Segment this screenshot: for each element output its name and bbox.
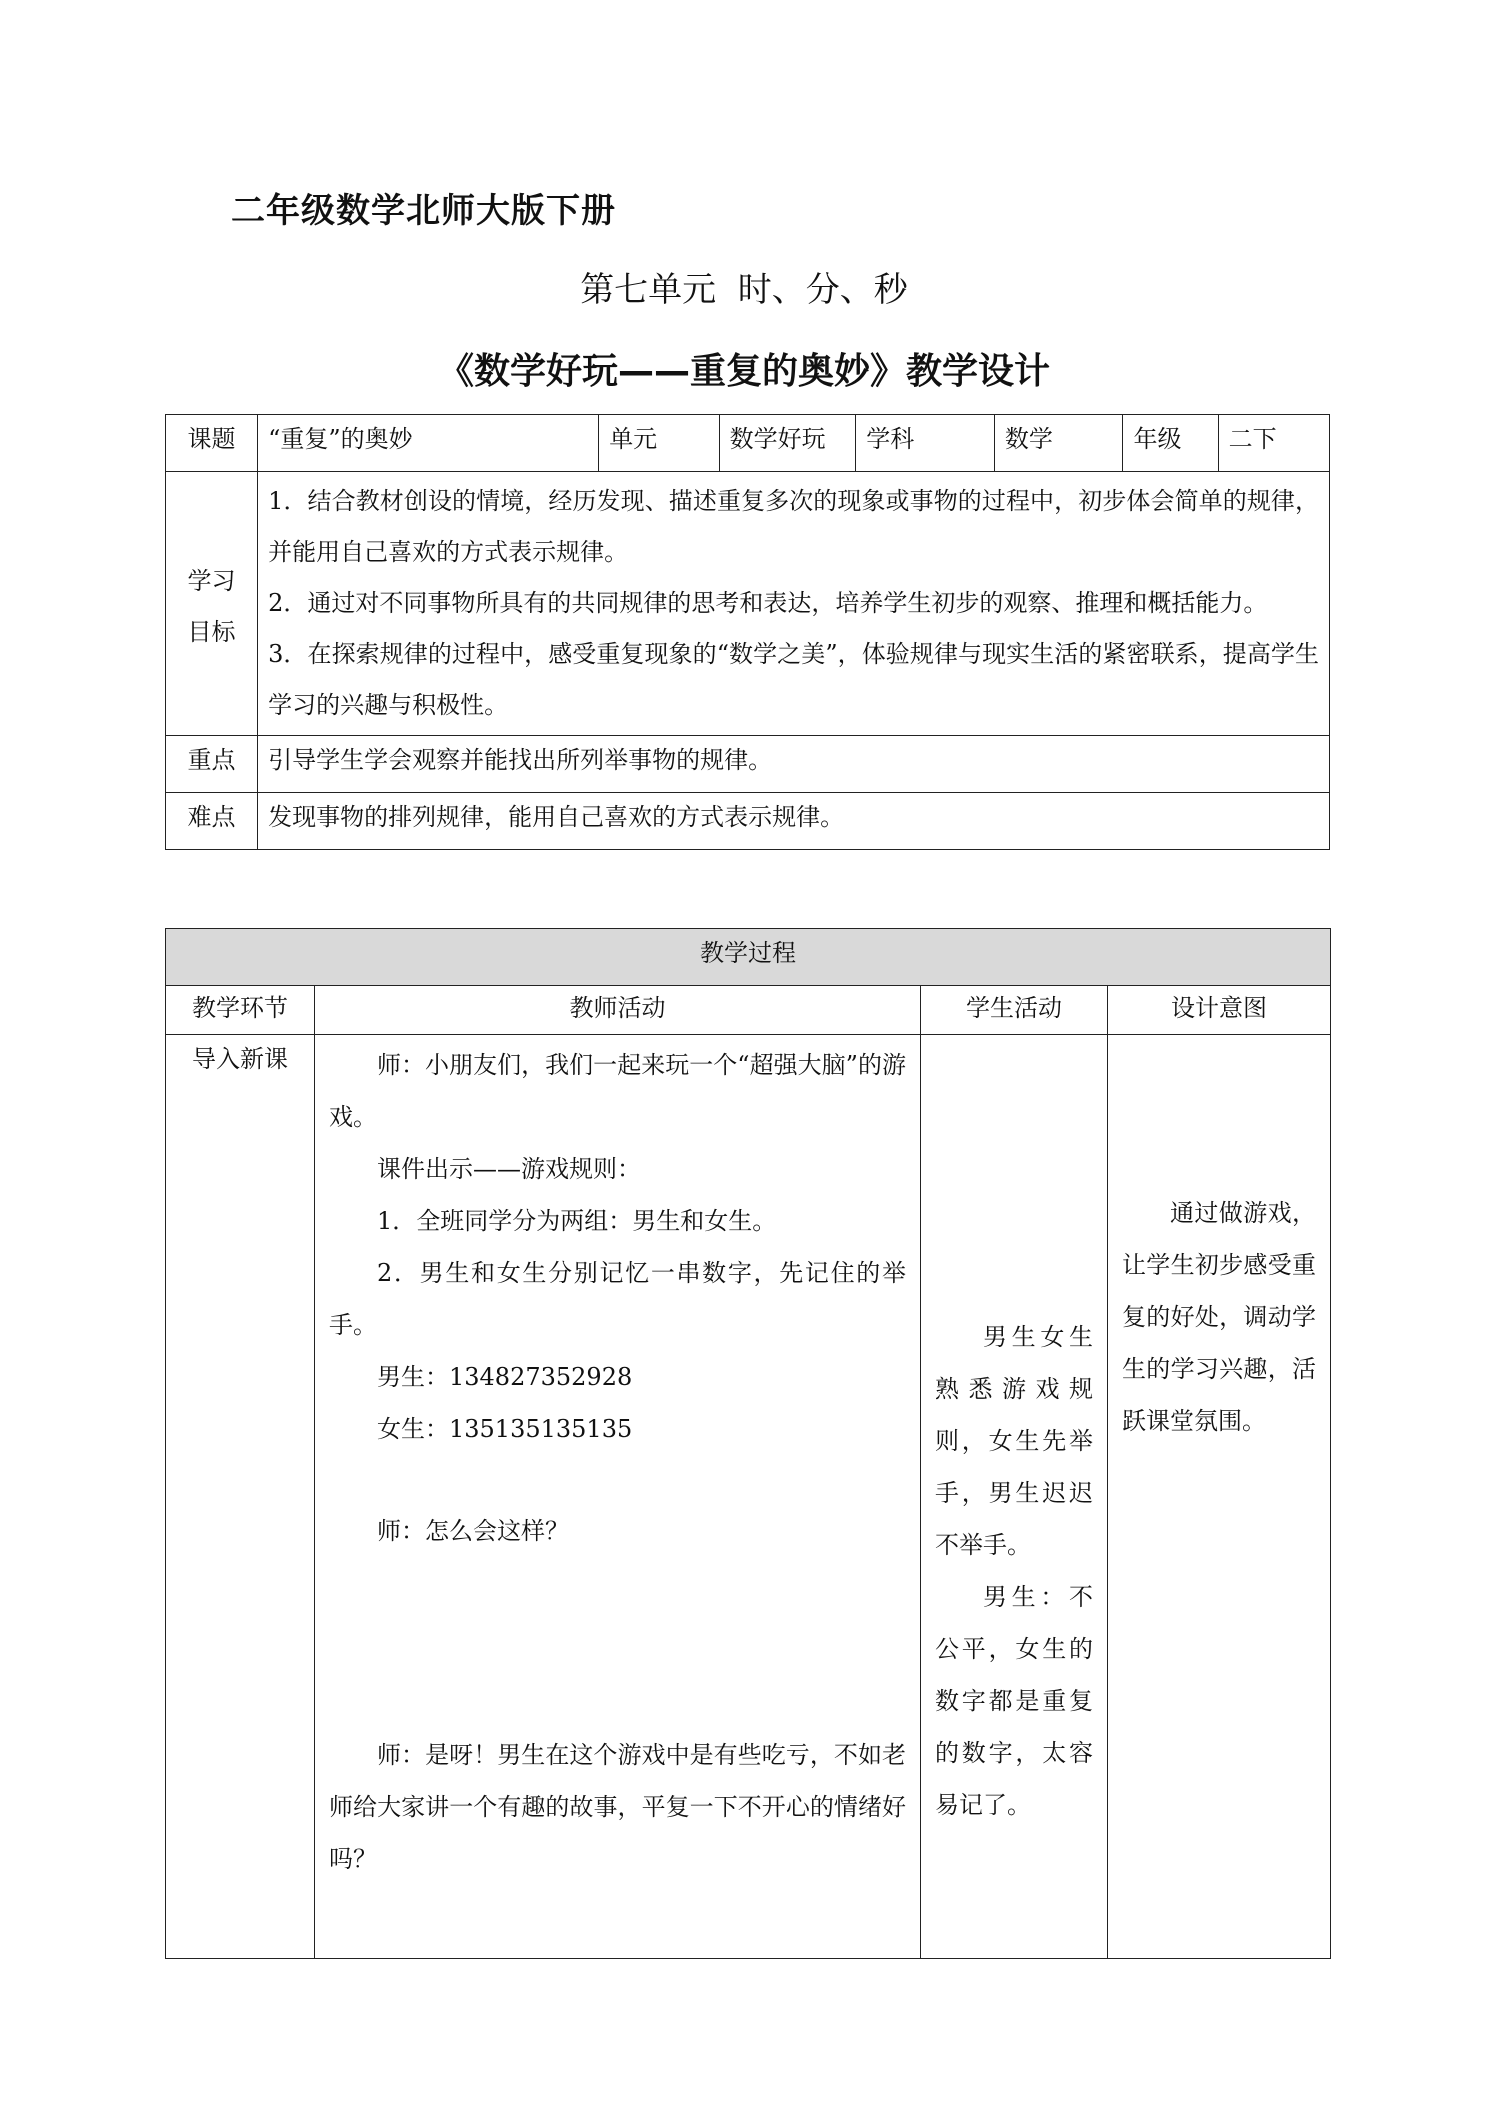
- design-intent: [1108, 1035, 1331, 1959]
- info-table: [165, 414, 1330, 850]
- main-title: 《数学好玩——重复的奥妙》教学设计: [437, 351, 1050, 392]
- student-line: 男生：不公平，女生的数字都是重复的数字，太容易记了。: [935, 1582, 1093, 1819]
- process-title: 教学过程: [166, 929, 1331, 986]
- teacher-line: 男生：134827352928: [377, 1363, 633, 1391]
- subject-value: 数学: [994, 415, 1123, 472]
- student-activity: [921, 1035, 1108, 1959]
- teacher-line: 1．全班同学分为两组：男生和女生。: [377, 1207, 777, 1235]
- process-header-row: [166, 986, 1331, 1035]
- goal-item: 2．通过对不同事物所具有的共同规律的思考和表达，培养学生初步的观察、推理和概括能力。: [268, 589, 1268, 617]
- goals-label-text: 学习目标: [187, 566, 236, 646]
- teacher-line: 课件出示——游戏规则：: [377, 1155, 641, 1183]
- header-stage: 教学环节: [166, 986, 315, 1035]
- subject-label: 学科: [856, 415, 995, 472]
- unit-value: 数学好玩: [719, 415, 856, 472]
- goals-row: [166, 472, 1330, 736]
- teacher-activity: [315, 1035, 921, 1959]
- process-table: [165, 928, 1331, 1959]
- difficulty-label: 难点: [166, 793, 258, 850]
- goals-list: [258, 472, 1330, 736]
- goals-label: [166, 472, 258, 736]
- grade-value: 二下: [1218, 415, 1329, 472]
- process-row: [166, 1035, 1331, 1959]
- teacher-line: 师：怎么会这样？: [377, 1517, 569, 1545]
- key-row: [166, 736, 1330, 793]
- header-student: 学生活动: [921, 986, 1108, 1035]
- teacher-line: 2．男生和女生分别记忆一串数字，先记住的举手。: [329, 1259, 906, 1339]
- difficulty-row: [166, 793, 1330, 850]
- header-intent: 设计意图: [1108, 986, 1331, 1035]
- key-label: 重点: [166, 736, 258, 793]
- teacher-line: 女生：135135135135: [377, 1415, 633, 1443]
- unit-label: 单元: [599, 415, 719, 472]
- unit-title: 第七单元 时、分、秒: [580, 270, 908, 310]
- goal-item: 1．结合教材创设的情境，经历发现、描述重复多次的现象或事物的过程中，初步体会简单的规律，并能用自己喜欢的方式表示规律。: [268, 487, 1319, 566]
- topic-value: “重复”的奥妙: [258, 415, 599, 472]
- topic-row: [166, 415, 1330, 472]
- goal-item: 3．在探索规律的过程中，感受重复现象的“数学之美”，体验规律与现实生活的紧密联系，提高学生学习的兴趣与积极性。: [268, 640, 1319, 719]
- grade-title: 二年级数学北师大版下册: [231, 191, 616, 231]
- intent-text: 通过做游戏，让学生初步感受重复的好处，调动学生的学习兴趣，活跃课堂氛围。: [1122, 1198, 1316, 1435]
- grade-label: 年级: [1123, 415, 1218, 472]
- teacher-line: 师：小朋友们，我们一起来玩一个“超强大脑”的游戏。: [329, 1051, 906, 1131]
- student-line: 男生女生熟悉游戏规则，女生先举手，男生迟迟不举手。: [935, 1322, 1093, 1559]
- difficulty-value: 发现事物的排列规律，能用自己喜欢的方式表示规律。: [258, 793, 1330, 850]
- stage-cell: 导入新课: [166, 1035, 315, 1959]
- topic-label: 课题: [166, 415, 258, 472]
- key-value: 引导学生学会观察并能找出所列举事物的规律。: [258, 736, 1330, 793]
- header-teacher: 教师活动: [315, 986, 921, 1035]
- teacher-line: 师：是呀！男生在这个游戏中是有些吃亏，不如老师给大家讲一个有趣的故事，平复一下不开心的情绪好吗？: [329, 1741, 906, 1873]
